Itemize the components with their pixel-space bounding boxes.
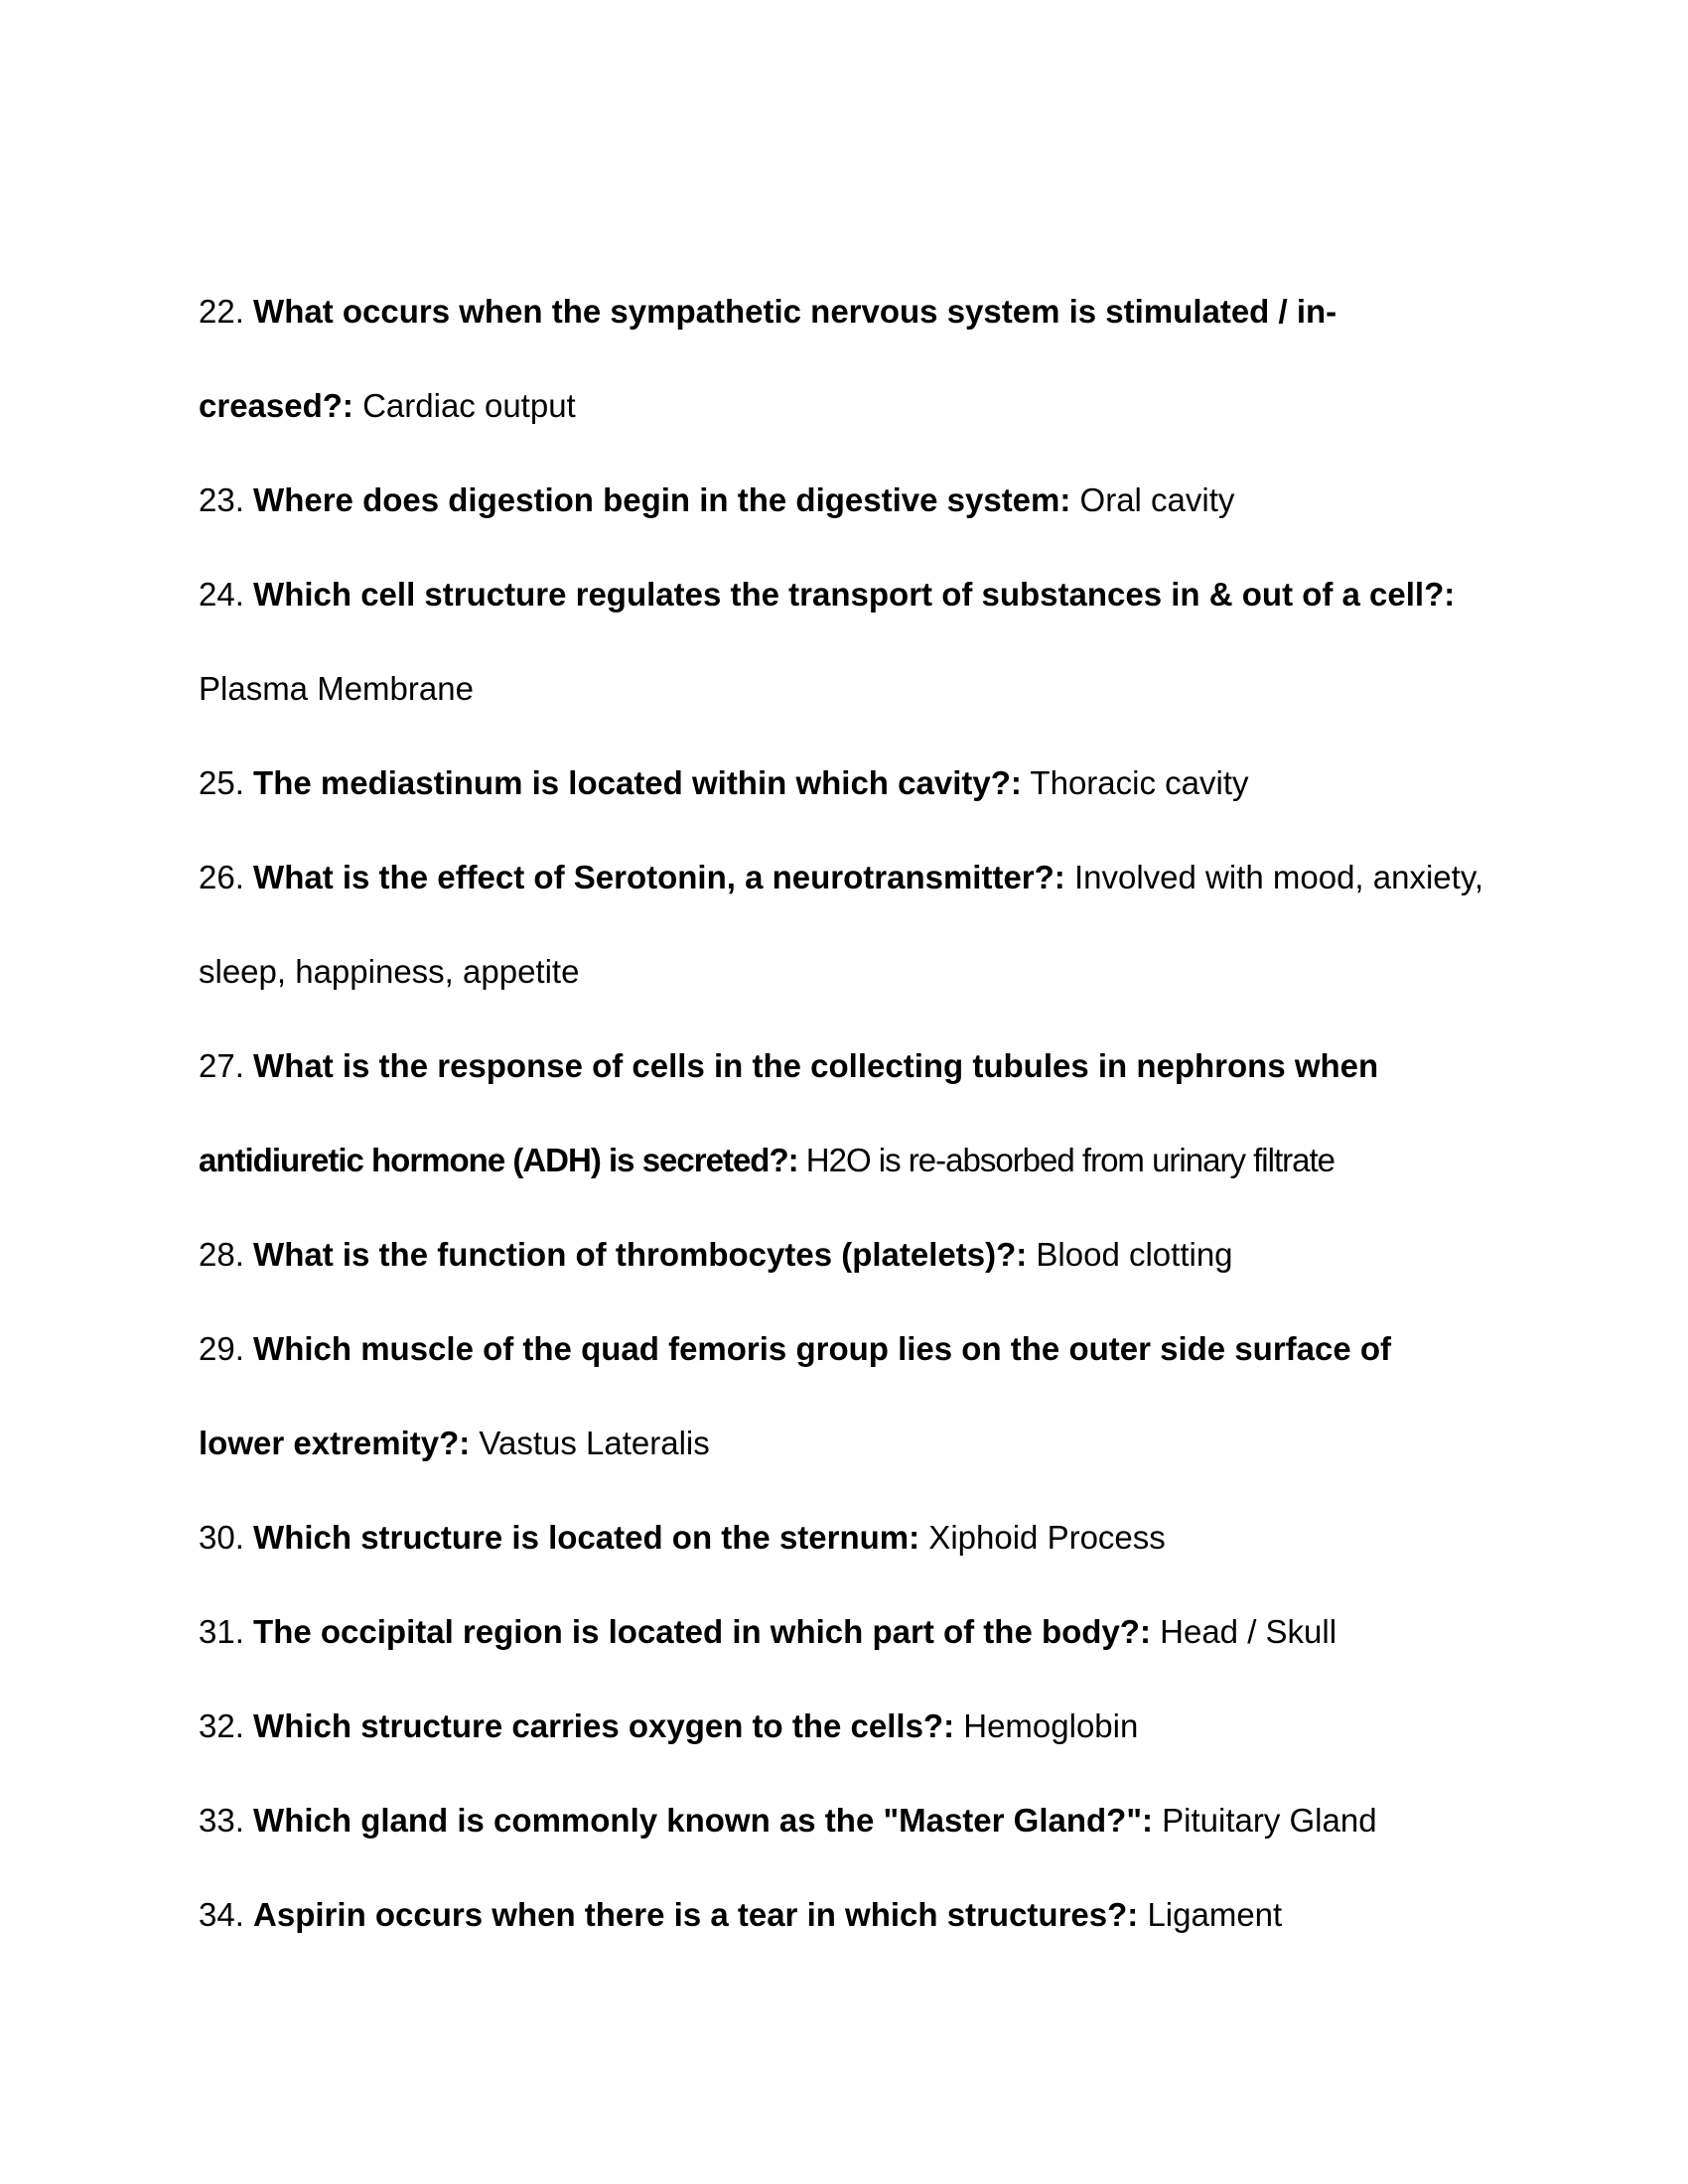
answer-text: Plasma Membrane [199, 670, 474, 707]
question-29-line-2 [199, 1424, 1509, 1463]
question-number: 29. [199, 1330, 254, 1367]
answer-text: Cardiac output [352, 387, 576, 424]
answer-text: Vastus Lateralis [470, 1425, 710, 1461]
answer-text: Head / Skull [1150, 1613, 1337, 1650]
question-text: What occurs when the sympathetic nervous system is stimulated / in- [253, 293, 1337, 330]
question-text: Where does digestion begin in the digestive system: [253, 481, 1071, 518]
question-number: 33. [199, 1802, 254, 1839]
question-text: The occipital region is located in which part of the body?: [253, 1613, 1151, 1650]
question-number: 23. [199, 481, 254, 518]
question-number: 27. [199, 1047, 254, 1084]
question-22-line-2 [199, 386, 1509, 426]
answer-text: Thoracic cavity [1021, 764, 1249, 801]
question-29-line-1 [199, 1329, 1509, 1369]
question-text: Which muscle of the quad femoris group lies on the outer side surface of [253, 1330, 1392, 1367]
answer-text: H2O is re-absorbed from urinary filtrate [797, 1142, 1335, 1178]
question-24-line-2 [199, 669, 1509, 709]
answer-text: Ligament [1138, 1896, 1283, 1933]
answer-text: sleep, happiness, appetite [199, 953, 580, 990]
question-23 [199, 480, 1509, 520]
answer-text: Blood clotting [1027, 1236, 1233, 1273]
question-26-line-2 [199, 952, 1509, 992]
question-27-line-1 [199, 1046, 1509, 1086]
question-number: 24. [199, 576, 254, 613]
question-number: 26. [199, 859, 254, 895]
question-32 [199, 1706, 1509, 1746]
question-31 [199, 1612, 1509, 1652]
question-number: 30. [199, 1519, 254, 1556]
answer-text: Pituitary Gland [1152, 1802, 1377, 1839]
question-number: 31. [199, 1613, 254, 1650]
question-27-line-2 [199, 1141, 1509, 1180]
question-text: Which structure is located on the sternum: [253, 1519, 920, 1556]
question-30 [199, 1518, 1509, 1558]
question-number: 32. [199, 1707, 254, 1744]
question-text: Which gland is commonly known as the "Master Gland?": [253, 1802, 1153, 1839]
question-28 [199, 1235, 1509, 1275]
answer-text: Hemoglobin [954, 1707, 1139, 1744]
question-text: What is the function of thrombocytes (platelets)?: [253, 1236, 1028, 1273]
question-number: 25. [199, 764, 254, 801]
question-text: What is the effect of Serotonin, a neurotransmitter?: [253, 859, 1065, 895]
question-24-line-1 [199, 575, 1509, 614]
answer-text: Xiphoid Process [919, 1519, 1166, 1556]
question-22-line-1 [199, 292, 1509, 332]
question-text: Which structure carries oxygen to the cells?: [253, 1707, 955, 1744]
answer-text: Oral cavity [1070, 481, 1235, 518]
question-text: lower extremity?: [199, 1425, 471, 1461]
question-text: What is the response of cells in the collecting tubules in nephrons when [253, 1047, 1379, 1084]
question-text: The mediastinum is located within which cavity?: [253, 764, 1022, 801]
question-number: 34. [199, 1896, 254, 1933]
question-26-line-1 [199, 858, 1509, 897]
question-number: 22. [199, 293, 254, 330]
answer-text: Involved with mood, anxiety, [1064, 859, 1484, 895]
question-text: Aspirin occurs when there is a tear in which structures?: [253, 1896, 1139, 1933]
question-text: Which cell structure regulates the transport of substances in & out of a cell?: [253, 576, 1456, 613]
question-text: creased?: [199, 387, 353, 424]
question-25 [199, 763, 1509, 803]
question-34 [199, 1895, 1509, 1935]
question-number: 28. [199, 1236, 254, 1273]
question-33 [199, 1801, 1509, 1841]
question-text: antidiuretic hormone (ADH) is secreted?: [199, 1142, 798, 1178]
